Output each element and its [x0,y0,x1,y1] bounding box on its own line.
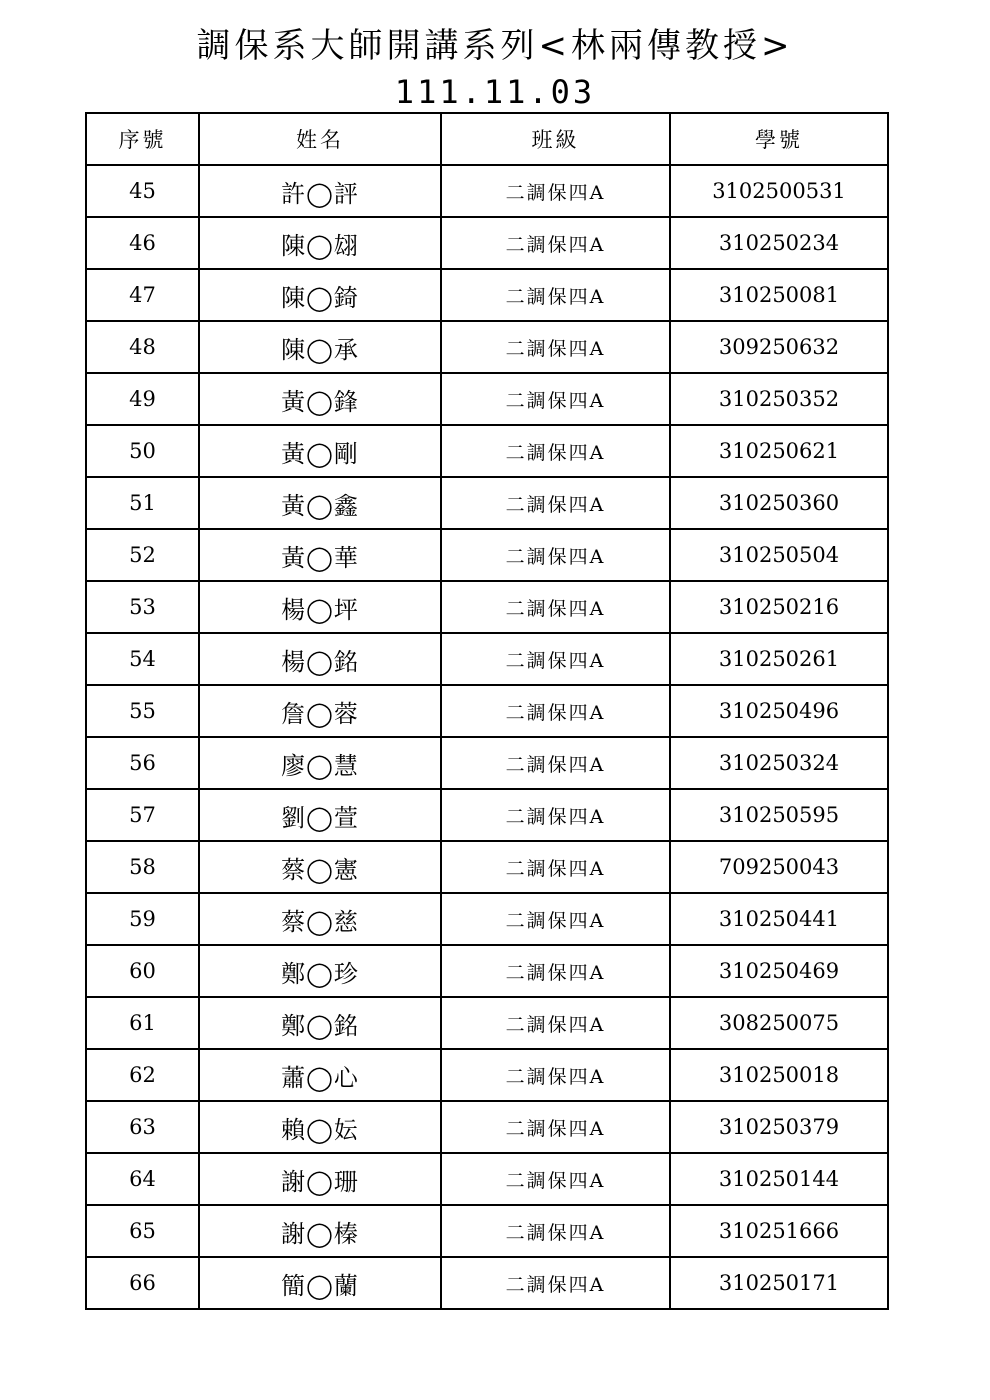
seq-cell: 51 [86,477,199,529]
seq-cell: 47 [86,269,199,321]
class-cell: 二調保四A [441,425,670,477]
class-cell: 二調保四A [441,165,670,217]
class-cell: 二調保四A [441,373,670,425]
seq-cell: 64 [86,1153,199,1205]
seq-cell: 62 [86,1049,199,1101]
student-id-cell: 310250216 [670,581,888,633]
name-cell: 楊◯坪 [199,581,441,633]
student-id-cell: 310250504 [670,529,888,581]
class-cell: 二調保四A [441,217,670,269]
seq-cell: 48 [86,321,199,373]
student-id-cell: 310250234 [670,217,888,269]
name-cell: 許◯評 [199,165,441,217]
seq-cell: 46 [86,217,199,269]
table-row [86,529,888,581]
name-cell: 詹◯蓉 [199,685,441,737]
name-cell: 陳◯錡 [199,269,441,321]
table-row [86,581,888,633]
student-id-cell: 310250360 [670,477,888,529]
student-id-cell: 709250043 [670,841,888,893]
seq-cell: 56 [86,737,199,789]
header-seq: 序號 [86,113,199,165]
table-row [86,1205,888,1257]
table-row [86,165,888,217]
student-id-cell: 310250081 [670,269,888,321]
name-cell: 鄭◯銘 [199,997,441,1049]
seq-cell: 53 [86,581,199,633]
student-id-cell: 310250261 [670,633,888,685]
name-cell: 謝◯珊 [199,1153,441,1205]
table-row [86,425,888,477]
class-cell: 二調保四A [441,269,670,321]
name-cell: 黃◯剛 [199,425,441,477]
class-cell: 二調保四A [441,1049,670,1101]
header-name: 姓名 [199,113,441,165]
table-row [86,1101,888,1153]
class-cell: 二調保四A [441,893,670,945]
name-cell: 楊◯銘 [199,633,441,685]
seq-cell: 60 [86,945,199,997]
name-cell: 謝◯榛 [199,1205,441,1257]
student-id-cell: 310250496 [670,685,888,737]
class-cell: 二調保四A [441,1205,670,1257]
student-id-cell: 310250469 [670,945,888,997]
class-cell: 二調保四A [441,1101,670,1153]
table-header-row [86,113,888,165]
student-id-cell: 310251666 [670,1205,888,1257]
table-body [86,165,888,1309]
class-cell: 二調保四A [441,685,670,737]
class-cell: 二調保四A [441,1153,670,1205]
table-row [86,477,888,529]
document-title: 調保系大師開講系列<林兩傳教授> [196,26,794,66]
header-student-id: 學號 [670,113,888,165]
name-cell: 劉◯萱 [199,789,441,841]
table-row [86,1049,888,1101]
seq-cell: 57 [86,789,199,841]
student-id-cell: 310250441 [670,893,888,945]
class-cell: 二調保四A [441,477,670,529]
class-cell: 二調保四A [441,841,670,893]
table-row [86,737,888,789]
seq-cell: 61 [86,997,199,1049]
table-row [86,841,888,893]
student-id-cell: 310250144 [670,1153,888,1205]
student-id-cell: 310250352 [670,373,888,425]
name-cell: 陳◯翃 [199,217,441,269]
document-date: 111.11.03 [394,73,596,111]
name-cell: 簡◯蘭 [199,1257,441,1309]
name-cell: 廖◯慧 [199,737,441,789]
name-cell: 陳◯承 [199,321,441,373]
seq-cell: 55 [86,685,199,737]
name-cell: 黃◯鋒 [199,373,441,425]
student-id-cell: 308250075 [670,997,888,1049]
name-cell: 蔡◯憲 [199,841,441,893]
table-row [86,945,888,997]
table-row [86,789,888,841]
seq-cell: 58 [86,841,199,893]
student-id-cell: 310250595 [670,789,888,841]
seq-cell: 54 [86,633,199,685]
table-row [86,269,888,321]
table-row [86,1153,888,1205]
table-row [86,997,888,1049]
student-id-cell: 310250171 [670,1257,888,1309]
student-id-cell: 310250018 [670,1049,888,1101]
class-cell: 二調保四A [441,581,670,633]
seq-cell: 65 [86,1205,199,1257]
table-row [86,217,888,269]
table-row [86,321,888,373]
table-row [86,1257,888,1309]
seq-cell: 49 [86,373,199,425]
class-cell: 二調保四A [441,1257,670,1309]
seq-cell: 50 [86,425,199,477]
student-id-cell: 309250632 [670,321,888,373]
seq-cell: 66 [86,1257,199,1309]
class-cell: 二調保四A [441,321,670,373]
name-cell: 蔡◯慈 [199,893,441,945]
student-id-cell: 310250379 [670,1101,888,1153]
attendance-table [85,112,889,1310]
seq-cell: 59 [86,893,199,945]
table-row [86,685,888,737]
class-cell: 二調保四A [441,789,670,841]
seq-cell: 45 [86,165,199,217]
class-cell: 二調保四A [441,945,670,997]
table-row [86,893,888,945]
seq-cell: 52 [86,529,199,581]
table-row [86,373,888,425]
name-cell: 黃◯鑫 [199,477,441,529]
name-cell: 黃◯華 [199,529,441,581]
class-cell: 二調保四A [441,737,670,789]
class-cell: 二調保四A [441,633,670,685]
header-class: 班級 [441,113,670,165]
seq-cell: 63 [86,1101,199,1153]
name-cell: 賴◯妘 [199,1101,441,1153]
class-cell: 二調保四A [441,529,670,581]
class-cell: 二調保四A [441,997,670,1049]
student-id-cell: 3102500531 [670,165,888,217]
student-id-cell: 310250324 [670,737,888,789]
name-cell: 蕭◯心 [199,1049,441,1101]
name-cell: 鄭◯珍 [199,945,441,997]
student-id-cell: 310250621 [670,425,888,477]
table-row [86,633,888,685]
